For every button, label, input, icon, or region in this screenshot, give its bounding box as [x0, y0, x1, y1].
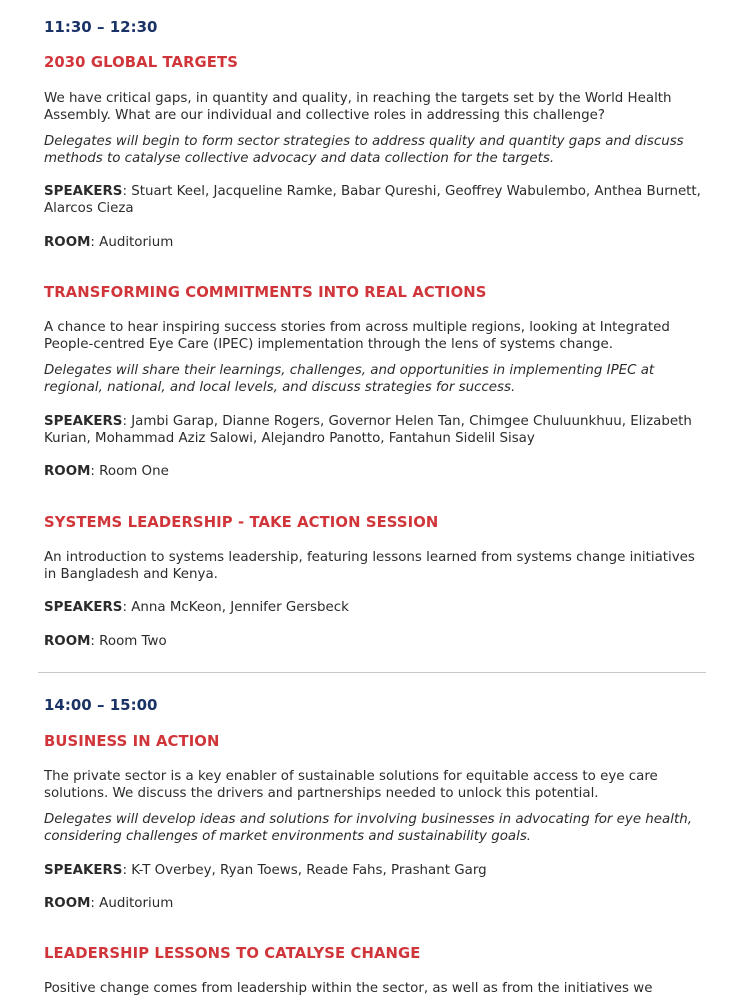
room-label: ROOM	[44, 464, 91, 479]
room-value: : Room Two	[90, 634, 167, 649]
session-description: We have critical gaps, in quantity and quality, in reaching the targets set by the World Health Assembly. What are our individual and collective roles in addressing this challenge?	[44, 91, 672, 123]
room-value: : Room One	[90, 464, 169, 479]
session-room	[44, 463, 704, 480]
session-speakers	[44, 413, 704, 447]
session-title: SYSTEMS LEADERSHIP - TAKE ACTION SESSION	[44, 514, 439, 531]
speakers-label: SPEAKERS	[44, 184, 123, 199]
speakers-label: SPEAKERS	[44, 863, 123, 878]
session-delegates-note: Delegates will share their learnings, challenges, and opportunities in implementing IPEC at regional, national, and local levels, and discuss strategies for success.	[44, 363, 655, 395]
session-delegates-note: Delegates will begin to form sector strategies to address quality and quantity gaps and discuss methods to catalyse collective advocacy and data collection for the targets.	[44, 134, 684, 166]
session-room	[44, 633, 704, 650]
room-label: ROOM	[44, 235, 91, 250]
room-value: : Auditorium	[90, 235, 174, 250]
speakers-list: : Stuart Keel, Jacqueline Ramke, Babar Qureshi, Geoffrey Wabulembo, Anthea Burnett, Alarcos Cieza	[44, 184, 701, 216]
time-slot-heading: 14:00 – 15:00	[44, 696, 158, 714]
session-speakers	[44, 599, 704, 616]
session-title: 2030 GLOBAL TARGETS	[44, 54, 238, 71]
session-title: LEADERSHIP LESSONS TO CATALYSE CHANGE	[44, 945, 421, 962]
speakers-list: : Anna McKeon, Jennifer Gersbeck	[122, 600, 349, 615]
session-room	[44, 234, 704, 251]
room-label: ROOM	[44, 896, 91, 911]
session-speakers	[44, 183, 704, 217]
session-speakers	[44, 862, 704, 879]
speakers-list: : K-T Overbey, Ryan Toews, Reade Fahs, Prashant Garg	[122, 863, 487, 878]
session-description: A chance to hear inspiring success stories from across multiple regions, looking at Integrated People-centred Eye Care (IPEC) implementation through the lens of systems change.	[44, 320, 670, 352]
speakers-list: : Jambi Garap, Dianne Rogers, Governor Helen Tan, Chimgee Chuluunkhuu, Elizabeth Kurian, Mohammad Aziz Salowi, Alejandro Panotto, Fantahun Sidelil Sisay	[44, 414, 692, 446]
session-title: BUSINESS IN ACTION	[44, 733, 220, 750]
section-divider	[38, 672, 706, 673]
session-title: TRANSFORMING COMMITMENTS INTO REAL ACTIONS	[44, 284, 487, 301]
session-description: An introduction to systems leadership, featuring lessons learned from systems change initiatives in Bangladesh and Kenya.	[44, 550, 695, 582]
time-slot-heading: 11:30 – 12:30	[44, 18, 158, 36]
speakers-label: SPEAKERS	[44, 414, 123, 429]
speakers-label: SPEAKERS	[44, 600, 123, 615]
session-description: Positive change comes from leadership within the sector, as well as from the initiatives we	[44, 981, 653, 996]
room-value: : Auditorium	[90, 896, 174, 911]
session-delegates-note: Delegates will develop ideas and solutions for involving businesses in advocating for eye health, considering challenges of market environments and sustainability goals.	[44, 812, 692, 844]
session-description: The private sector is a key enabler of sustainable solutions for equitable access to eye care solutions. We discuss the drivers and partnerships needed to unlock this potential.	[44, 769, 658, 801]
room-label: ROOM	[44, 634, 91, 649]
session-room	[44, 895, 704, 912]
